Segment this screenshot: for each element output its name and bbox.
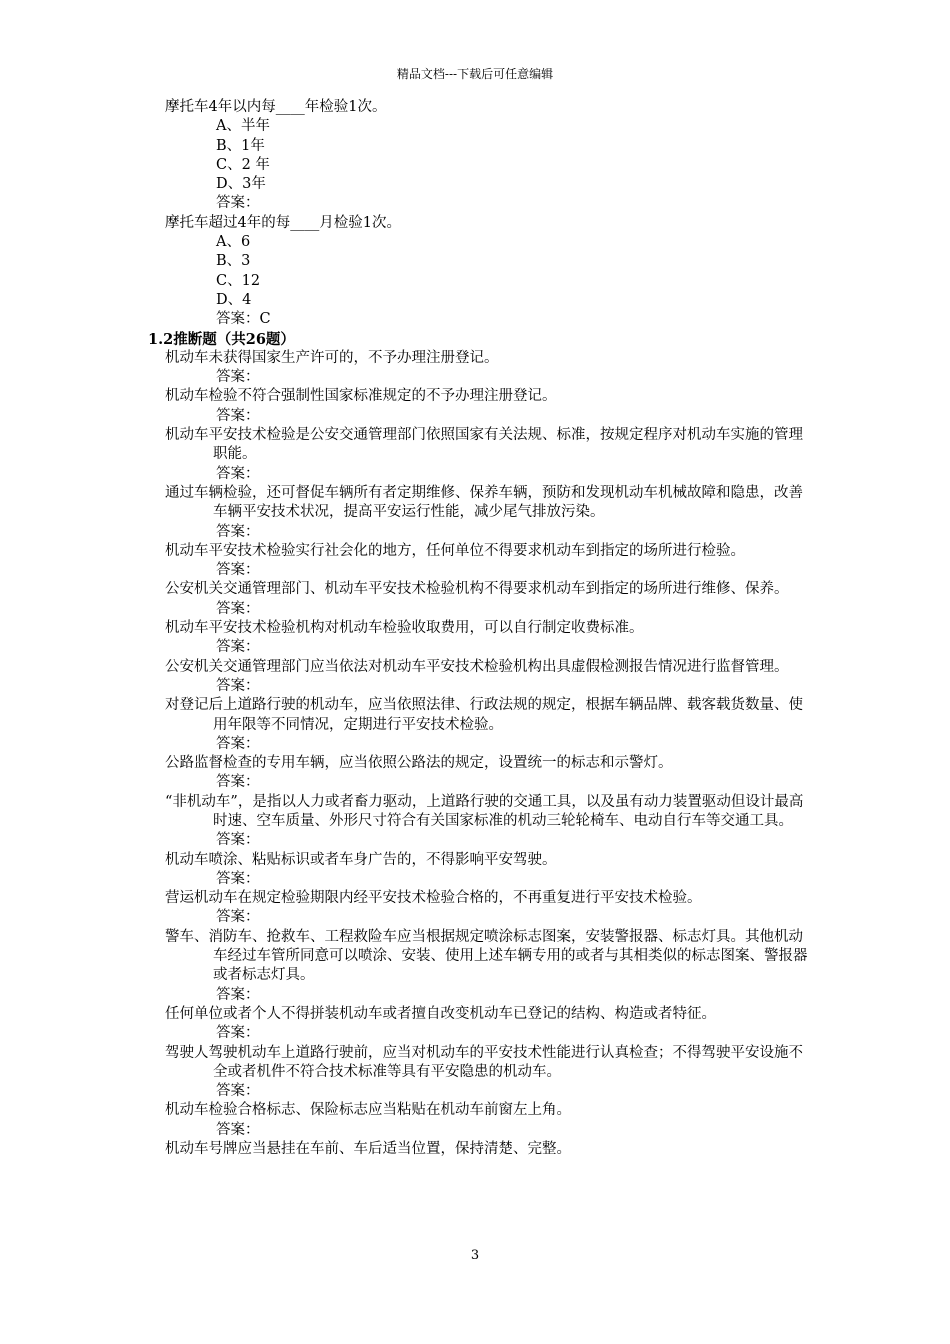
question-text: 机动车平安技术检验实行社会化的地方，任何单位不得要求机动车到指定的场所进行检验。 [165, 542, 745, 559]
answer-option: C、12 [216, 272, 261, 289]
answer-line: 答案： [216, 774, 260, 791]
answer-line: 答案： [216, 677, 260, 694]
multiple-choice-list [165, 98, 815, 330]
answer-line: 答案： [216, 1025, 260, 1042]
question-text: 任何单位或者个人不得拼装机动车或者擅自改变机动车已登记的结构、构造或者特征。 [165, 1005, 716, 1022]
answer-line: 答案： [216, 1083, 260, 1100]
question-text: 对登记后上道路行驶的机动车，应当依照法律、行政法规的规定，根据车辆品牌、载客载货数量、使用年限等不同情况，定期进行平安技术检验。 [165, 697, 803, 733]
question-text: 警车、消防车、抢救车、工程救险车应当根据规定喷涂标志图案，安装警报器、标志灯具。其他机动车经过车管所同意可以喷涂、安装、使用上述车辆专用的或者与其相类似的标志图案、警报器或者标志灯具。 [165, 928, 808, 984]
question-text: 机动车未获得国家生产许可的，不予办理注册登记。 [165, 349, 499, 366]
answer-line: 答案： [216, 639, 260, 656]
answer-option: B、1年 [216, 137, 265, 154]
answer-line: 答案： [216, 870, 260, 887]
question-text: 公安机关交通管理部门应当依法对机动车平安技术检验机构出具虚假检测报告情况进行监督管理。 [165, 658, 789, 675]
question-text: 驾驶人驾驶机动车上道路行驶前，应当对机动车的平安技术性能进行认真检查；不得驾驶平安设施不全或者机件不符合技术标准等具有平安隐患的机动车。 [165, 1044, 803, 1080]
question-text: 机动车号牌应当悬挂在车前、车后适当位置，保持清楚、完整。 [165, 1141, 571, 1158]
answer-line: 答案： [216, 986, 260, 1003]
answer-line: 答案： [216, 465, 260, 482]
answer-option: D、3年 [216, 176, 266, 193]
page-number: 3 [470, 1248, 480, 1263]
true-false-list [165, 349, 815, 1159]
answer-option: A、6 [216, 234, 251, 251]
question-text: 公安机关交通管理部门、机动车平安技术检验机构不得要求机动车到指定的场所进行维修、保养。 [165, 581, 789, 598]
question-text: 通过车辆检验，还可督促车辆所有者定期维修、保养车辆，预防和发现机动车机械故障和隐患，改善车辆平安技术状况，提高平安运行性能，减少尾气排放污染。 [165, 484, 803, 521]
question-text: 机动车平安技术检验是公安交通管理部门依照国家有关法规、标准，按规定程序对机动车实施的管理职能。 [165, 427, 803, 463]
question-text: “非机动车”，是指以人力或者畜力驱动，上道路行驶的交通工具，以及虽有动力装置驱动但设计最高时速、空车质量、外形尺寸符合有关国家标准的机动三轮轮椅车、电动自行车等交通工具。 [165, 793, 804, 829]
answer-option: B、3 [216, 253, 251, 270]
document-body [148, 98, 815, 1159]
answer-option: A、半年 [216, 118, 270, 135]
answer-option: C、2 年 [216, 156, 270, 173]
section-title: 1.2推断题（共26题） [148, 330, 295, 348]
question-text: 机动车检验合格标志、保险标志应当粘贴在机动车前窗左上角。 [165, 1102, 571, 1119]
answer-line: 答案： [216, 195, 260, 212]
question-text: 摩托车4年以内每____年检验1次。 [165, 99, 387, 115]
answer-line: 答案： [216, 562, 260, 579]
answer-line: 答案： [216, 735, 260, 752]
answer-line: 答案： [216, 832, 260, 849]
answer-option: D、4 [216, 291, 252, 308]
answer-line: 答案： [216, 909, 260, 926]
answer-line: 答案： [216, 600, 260, 617]
answer-line: 答案：C [216, 311, 271, 328]
question-text: 摩托车超过4年的每____月检验1次。 [165, 214, 401, 231]
answer-line: 答案： [216, 1121, 260, 1138]
question-text: 营运机动车在规定检验期限内经平安技术检验合格的，不再重复进行平安技术检验。 [165, 890, 702, 907]
question-text: 机动车检验不符合强制性国家标准规定的不予办理注册登记。 [165, 388, 557, 405]
question-text: 公路监督检查的专用车辆，应当依照公路法的规定，设置统一的标志和示警灯。 [165, 755, 673, 772]
answer-line: 答案： [216, 523, 260, 540]
question-text: 机动车平安技术检验机构对机动车检验收取费用，可以自行制定收费标准。 [165, 620, 644, 637]
page-header: 精品文档---下载后可任意编辑 [396, 67, 554, 81]
answer-line: 答案： [216, 407, 260, 424]
answer-line: 答案： [216, 369, 260, 386]
question-text: 机动车喷涂、粘贴标识或者车身广告的，不得影响平安驾驶。 [165, 851, 557, 868]
